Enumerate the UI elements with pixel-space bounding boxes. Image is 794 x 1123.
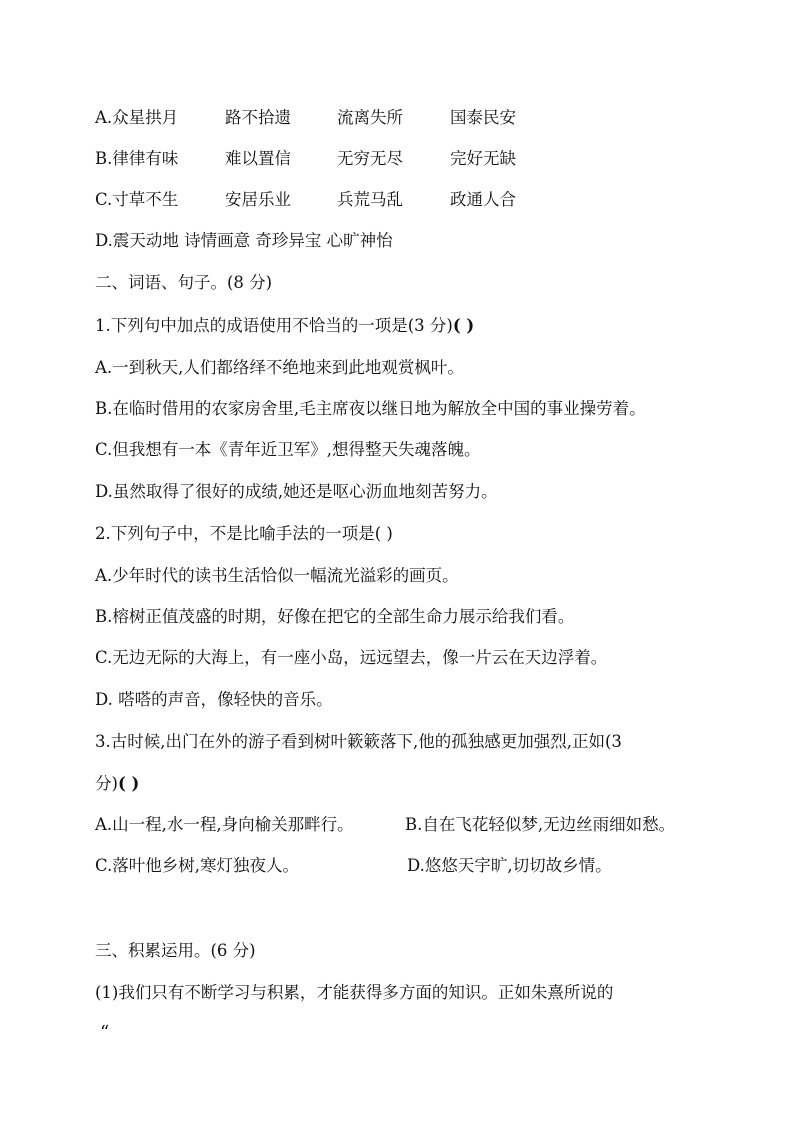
q3-option-b: B.自在飞花轻似梦,无边丝雨细如愁。 (405, 815, 676, 834)
option-c-idiom-3: 兵荒马乱 (337, 190, 403, 209)
q1-stem: 1.下列句中加点的成语使用不恰当的一项是(3 分) (95, 316, 453, 335)
q3-stem-line-2 (95, 773, 139, 795)
q3-option-c: C.落叶他乡树,寒灯独夜人。 (95, 856, 300, 875)
option-a-idiom-3: 流离失所 (337, 108, 403, 127)
option-a-idiom-2: 路不拾遗 (225, 108, 291, 127)
q3-answer-blank[interactable]: ( ) (117, 774, 140, 793)
option-row-c (95, 189, 516, 211)
option-b-idiom-1: B.律律有味 (95, 149, 179, 168)
q2-option-b: B.榕树正值茂盛的时期，好像在把它的全部生命力展示给我们看。 (95, 607, 575, 626)
q2-stem: 2.下列句子中，不是比喻手法的一项是( ) (95, 524, 393, 543)
q3-option-a: A.山一程,水一程,身向榆关那畔行。 (95, 815, 354, 834)
option-b-idiom-4: 完好无缺 (450, 149, 516, 168)
q3-options-row-1 (95, 814, 354, 836)
section-3-title: 三、积累运用。(6 分) (95, 941, 256, 960)
q1-answer-blank[interactable]: ( ) (452, 316, 475, 335)
q2-option-a: A.少年时代的读书生活恰似一幅流光溢彩的画页。 (95, 566, 459, 585)
section-2-title: 二、词语、句子。(8 分) (95, 273, 273, 292)
q2-option-c: C.无边无际的大海上，有一座小岛，远远望去，像一片云在天边浮着。 (95, 648, 608, 667)
option-a-idiom-4: 国泰民安 (450, 108, 516, 127)
q3-stem-tail: 分) (95, 774, 118, 793)
q1-option-b: B.在临时借用的农家房舍里,毛主席夜以继日地为解放全中国的事业操劳着。 (95, 399, 646, 418)
q1-option-a: A.一到秋天,人们都络绎不绝地来到此地观赏枫叶。 (95, 358, 464, 377)
option-c-idiom-2: 安居乐业 (225, 190, 291, 209)
option-a-idiom-1: A.众星拱月 (95, 108, 179, 127)
option-row-a (95, 107, 516, 129)
q1-option-c: C.但我想有一本《青年近卫军》,想得整天失魂落魄。 (95, 440, 481, 459)
option-b-idiom-3: 无穷无尽 (337, 149, 403, 168)
q2-option-d: D. 嗒嗒的声音，像轻快的音乐。 (95, 690, 333, 709)
s3-q1-open-quote: “ (100, 1022, 110, 1043)
option-row-d: D.震天动地 诗情画意 奇珍异宝 心旷神怡 (95, 231, 393, 250)
q3-option-d: D.悠悠天宇旷,切切故乡情。 (407, 856, 612, 875)
option-row-b (95, 148, 516, 170)
q1-stem-line (95, 315, 474, 337)
option-b-idiom-2: 难以置信 (225, 149, 291, 168)
option-c-idiom-4: 政通人合 (450, 190, 516, 209)
option-c-idiom-1: C.寸草不生 (95, 190, 179, 209)
s3-q1-line-1: (1)我们只有不断学习与积累，才能获得多方面的知识。正如朱熹所说的 (95, 983, 614, 1002)
q1-option-d: D.虽然取得了很好的成绩,她还是呕心沥血地刻苦努力。 (95, 482, 498, 501)
q3-stem-line-1: 3.古时候,出门在外的游子看到树叶簌簌落下,他的孤独感更加强烈,正如(3 (95, 732, 622, 751)
